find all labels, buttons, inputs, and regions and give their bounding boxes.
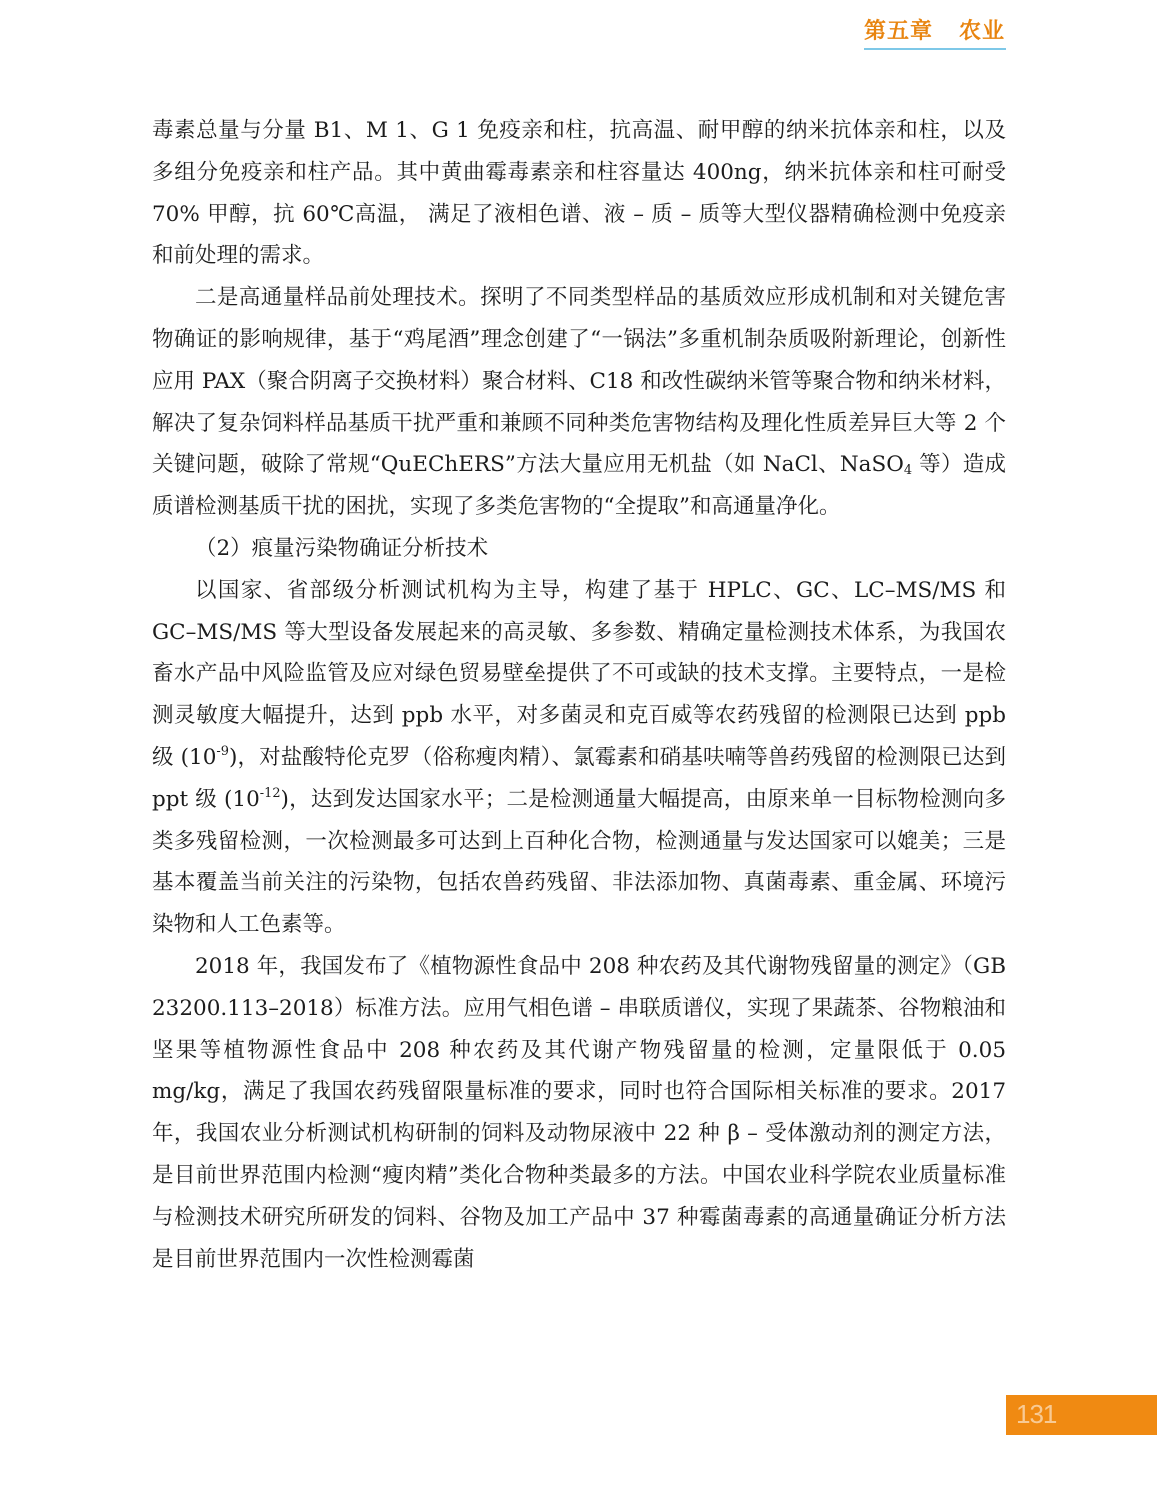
paragraph-continued: 毒素总量与分量 B1、M 1、G 1 免疫亲和柱，抗高温、耐甲醇的纳米抗体亲和柱，以及多组分免疫亲和柱产品。其中黄曲霉毒素亲和柱容量达 400ng，纳米抗体亲和柱可耐受 70% 甲醇，抗 60℃高温， 满足了液相色谱、液 – 质 – 质等大型仪器精确检测中免疫亲和前处理的需求。: [152, 118, 1006, 269]
paragraph-text: 等）造成质谱检测基质干扰的困扰，实现了多类危害物的“全提取”和高通量净化。: [152, 452, 1007, 520]
section-label: 农业: [958, 19, 1005, 44]
paragraph-text: )，对盐酸特伦克罗（俗称瘦肉精）、氯霉素和硝基呋喃等兽药残留的检测限已达到 ppt 级 (10: [152, 744, 1006, 812]
page-number-tab: [1006, 1395, 1157, 1435]
paragraph-text: 以国家、省部级分析测试机构为主导，构建了基于 HPLC、GC、LC–MS/MS 和 GC–MS/MS 等大型设备发展起来的高灵敏、多参数、精确定量检测技术体系，为我国农畜水产品中风险监管及应对绿色贸易壁垒提供了不可或缺的技术支撑。主要特点，一是检测灵敏度大幅提升，达到 ppb 水平，对多菌灵和克百威等农药残留的检测限已达到 ppb 级 (10: [152, 577, 1006, 770]
paragraph-sample-pretreatment: [152, 277, 1006, 528]
page-number: 131: [1016, 1399, 1057, 1429]
paragraph-text: )，达到发达国家水平；二是检测通量大幅提高，由原来单一目标物检测向多类多残留检测，一次检测最多可达到上百种化合物，检测通量与发达国家可以媲美；三是基本覆盖当前关注的污染物，包括农兽药残留、非法添加物、真菌毒素、重金属、环境污染物和人工色素等。: [152, 786, 1006, 938]
paragraph-standard-2018: 2018 年，我国发布了《植物源性食品中 208 种农药及其代谢物残留量的测定》（GB 23200.113–2018）标准方法。应用气相色谱 – 串联质谱仪，实现了果蔬茶、谷物粮油和坚果等植物源性食品中 208 种农药及其代谢产物残留量的检测，定量限低于 0.05 mg/kg，满足了我国农药残留限量标准的要求，同时也符合国际相关标准的要求。2017 年，我国农业分析测试机构研制的饲料及动物尿液中 22 种 β – 受体激动剂的测定方法，是目前世界范围内检测“瘦肉精”类化合物种类最多的方法。中国农业科学院农业质量标准与检测技术研究所研发的饲料、谷物及加工产品中 37 种霉菌毒素的高通量确证分析方法是目前世界范围内一次性检测霉菌: [152, 953, 1006, 1272]
chapter-label: 第五章: [863, 19, 933, 44]
running-header: [864, 14, 1005, 45]
superscript: -12: [259, 785, 281, 801]
subscript: 4: [903, 463, 913, 479]
header-rule: [864, 48, 1006, 50]
section-heading: （2）痕量污染物确证分析技术: [195, 535, 489, 561]
superscript: -9: [216, 743, 229, 759]
body-text: [152, 110, 1006, 1280]
paragraph-text: 二是高通量样品前处理技术。探明了不同类型样品的基质效应形成机制和对关键危害物确证的影响规律，基于“鸡尾酒”理念创建了“一锅法”多重机制杂质吸附新理论，创新性应用 PAX（聚合阴离子交换材料）聚合材料、C18 和改性碳纳米管等聚合物和纳米材料，解决了复杂饲料样品基质干扰严重和兼顾不同种类危害物结构及理化性质差异巨大等 2 个关键问题，破除了常规“QuEChERS”方法大量应用无机盐（如 NaCl、NaSO: [152, 285, 1006, 478]
paragraph-trace-analysis: [152, 570, 1006, 946]
